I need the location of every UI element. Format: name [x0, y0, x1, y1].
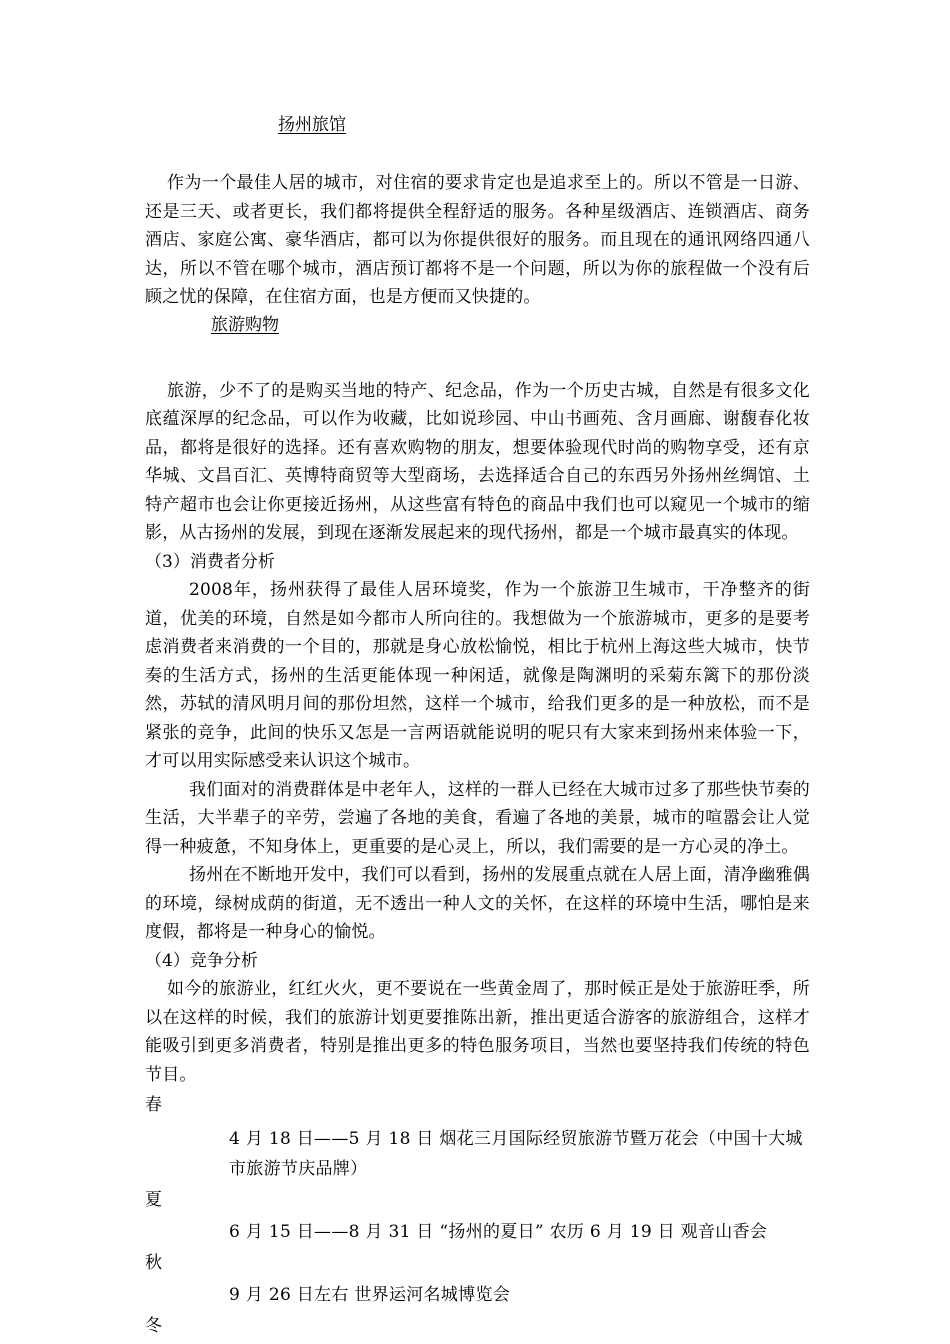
consumer-paragraph-3: 扬州在不断地开发中，我们可以看到，扬州的发展重点就在人居上面，清净幽雅偶的环境，绿树成荫的街道，无不透出一种人文的关怀，在这样的环境中生活，哪怕是来度假，都将是一种身心的愉悦。: [145, 865, 810, 942]
season-summer-event: 6 月 15 日——8 月 31 日 “扬州的夏日” 农历 6 月 19 日 观音山香会: [229, 1222, 768, 1242]
season-summer: 夏: [145, 1190, 162, 1210]
season-autumn-event: 9 月 26 日左右 世界运河名城博览会: [229, 1285, 511, 1305]
shopping-heading: 旅游购物: [211, 314, 279, 335]
season-winter: 冬: [145, 1316, 162, 1336]
consumer-analysis-label: （3）消费者分析: [145, 551, 275, 572]
season-spring-event: 4 月 18 日——5 月 18 日 烟花三月国际经贸旅游节暨万花会（中国十大城市旅游节庆品牌）: [229, 1129, 803, 1179]
hotel-paragraph: 作为一个最佳人居的城市，对住宿的要求肯定也是追求至上的。所以不管是一日游、还是三天、或者更长，我们都将提供全程舒适的服务。各种星级酒店、连锁酒店、商务酒店、家庭公寓、豪华酒店，都可以为你提供很好的服务。而且现在的通讯网络四通八达，所以不管在哪个城市，酒店预订都将不是一个问题，所以为你的旅程做一个没有后顾之忧的保障，在住宿方面，也是方便而又快捷的。: [145, 173, 810, 307]
competition-paragraph: 如今的旅游业，红红火火，更不要说在一些黄金周了，那时候正是处于旅游旺季，所以在这样的时候，我们的旅游计划更要推陈出新，推出更适合游客的旅游组合，这样才能吸引到更多消费者，特别是推出更多的特色服务项目，当然也要坚持我们传统的特色节目。: [145, 979, 810, 1085]
consumer-paragraph-2: 我们面对的消费群体是中老年人，这样的一群人已经在大城市过多了那些快节奏的生活，大半辈子的辛劳，尝遍了各地的美食，看遍了各地的美景，城市的喧嚣会让人觉得一种疲惫，不知身体上，更重要的是心灵上，所以，我们需要的是一方心灵的净土。: [145, 779, 810, 857]
season-list: [145, 1089, 810, 1343]
season-autumn: 秋: [145, 1253, 162, 1273]
shopping-paragraph: 旅游，少不了的是购买当地的特产、纪念品，作为一个历史古城，自然是有很多文化底蕴深厚的纪念品，可以作为收藏，比如说珍园、中山书画苑、含月画廊、谢馥春化妆品，都将是很好的选择。还有喜欢购物的朋友，想要体验现代时尚的购物享受，还有京华城、文昌百汇、英博特商贸等大型商场，去选择适合自己的东西另外扬州丝绸馆、土特产超市也会让你更接近扬州，从这些富有特色的商品中我们也可以窥见一个城市的缩影，从古扬州的发展，到现在逐渐发展起来的现代扬州，都是一个城市最真实的体现。: [145, 380, 810, 543]
season-spring: 春: [145, 1095, 162, 1115]
document-page: [145, 112, 810, 1343]
competition-analysis-label: （4）竞争分析: [145, 950, 258, 971]
consumer-paragraph-1: 2008年，扬州获得了最佳人居环境奖，作为一个旅游卫生城市，干净整齐的街道，优美的环境，自然是如今都市人所向往的。我想做为一个旅游城市，更多的是要考虑消费者来消费的一个目的，那就是身心放松愉悦，相比于杭州上海这些大城市，快节奏的生活方式，扬州的生活更能体现一种闲适，就像是陶渊明的采菊东篱下的那份淡然，苏轼的清风明月间的那份坦然，这样一个城市，给我们更多的是一种放松，而不是紧张的竞争，此间的快乐又怎是一言两语就能说明的呢只有大家来到扬州来体验一下，才可以用实际感受来认识这个城市。: [145, 580, 810, 771]
hotel-heading: 扬州旅馆: [278, 115, 346, 135]
